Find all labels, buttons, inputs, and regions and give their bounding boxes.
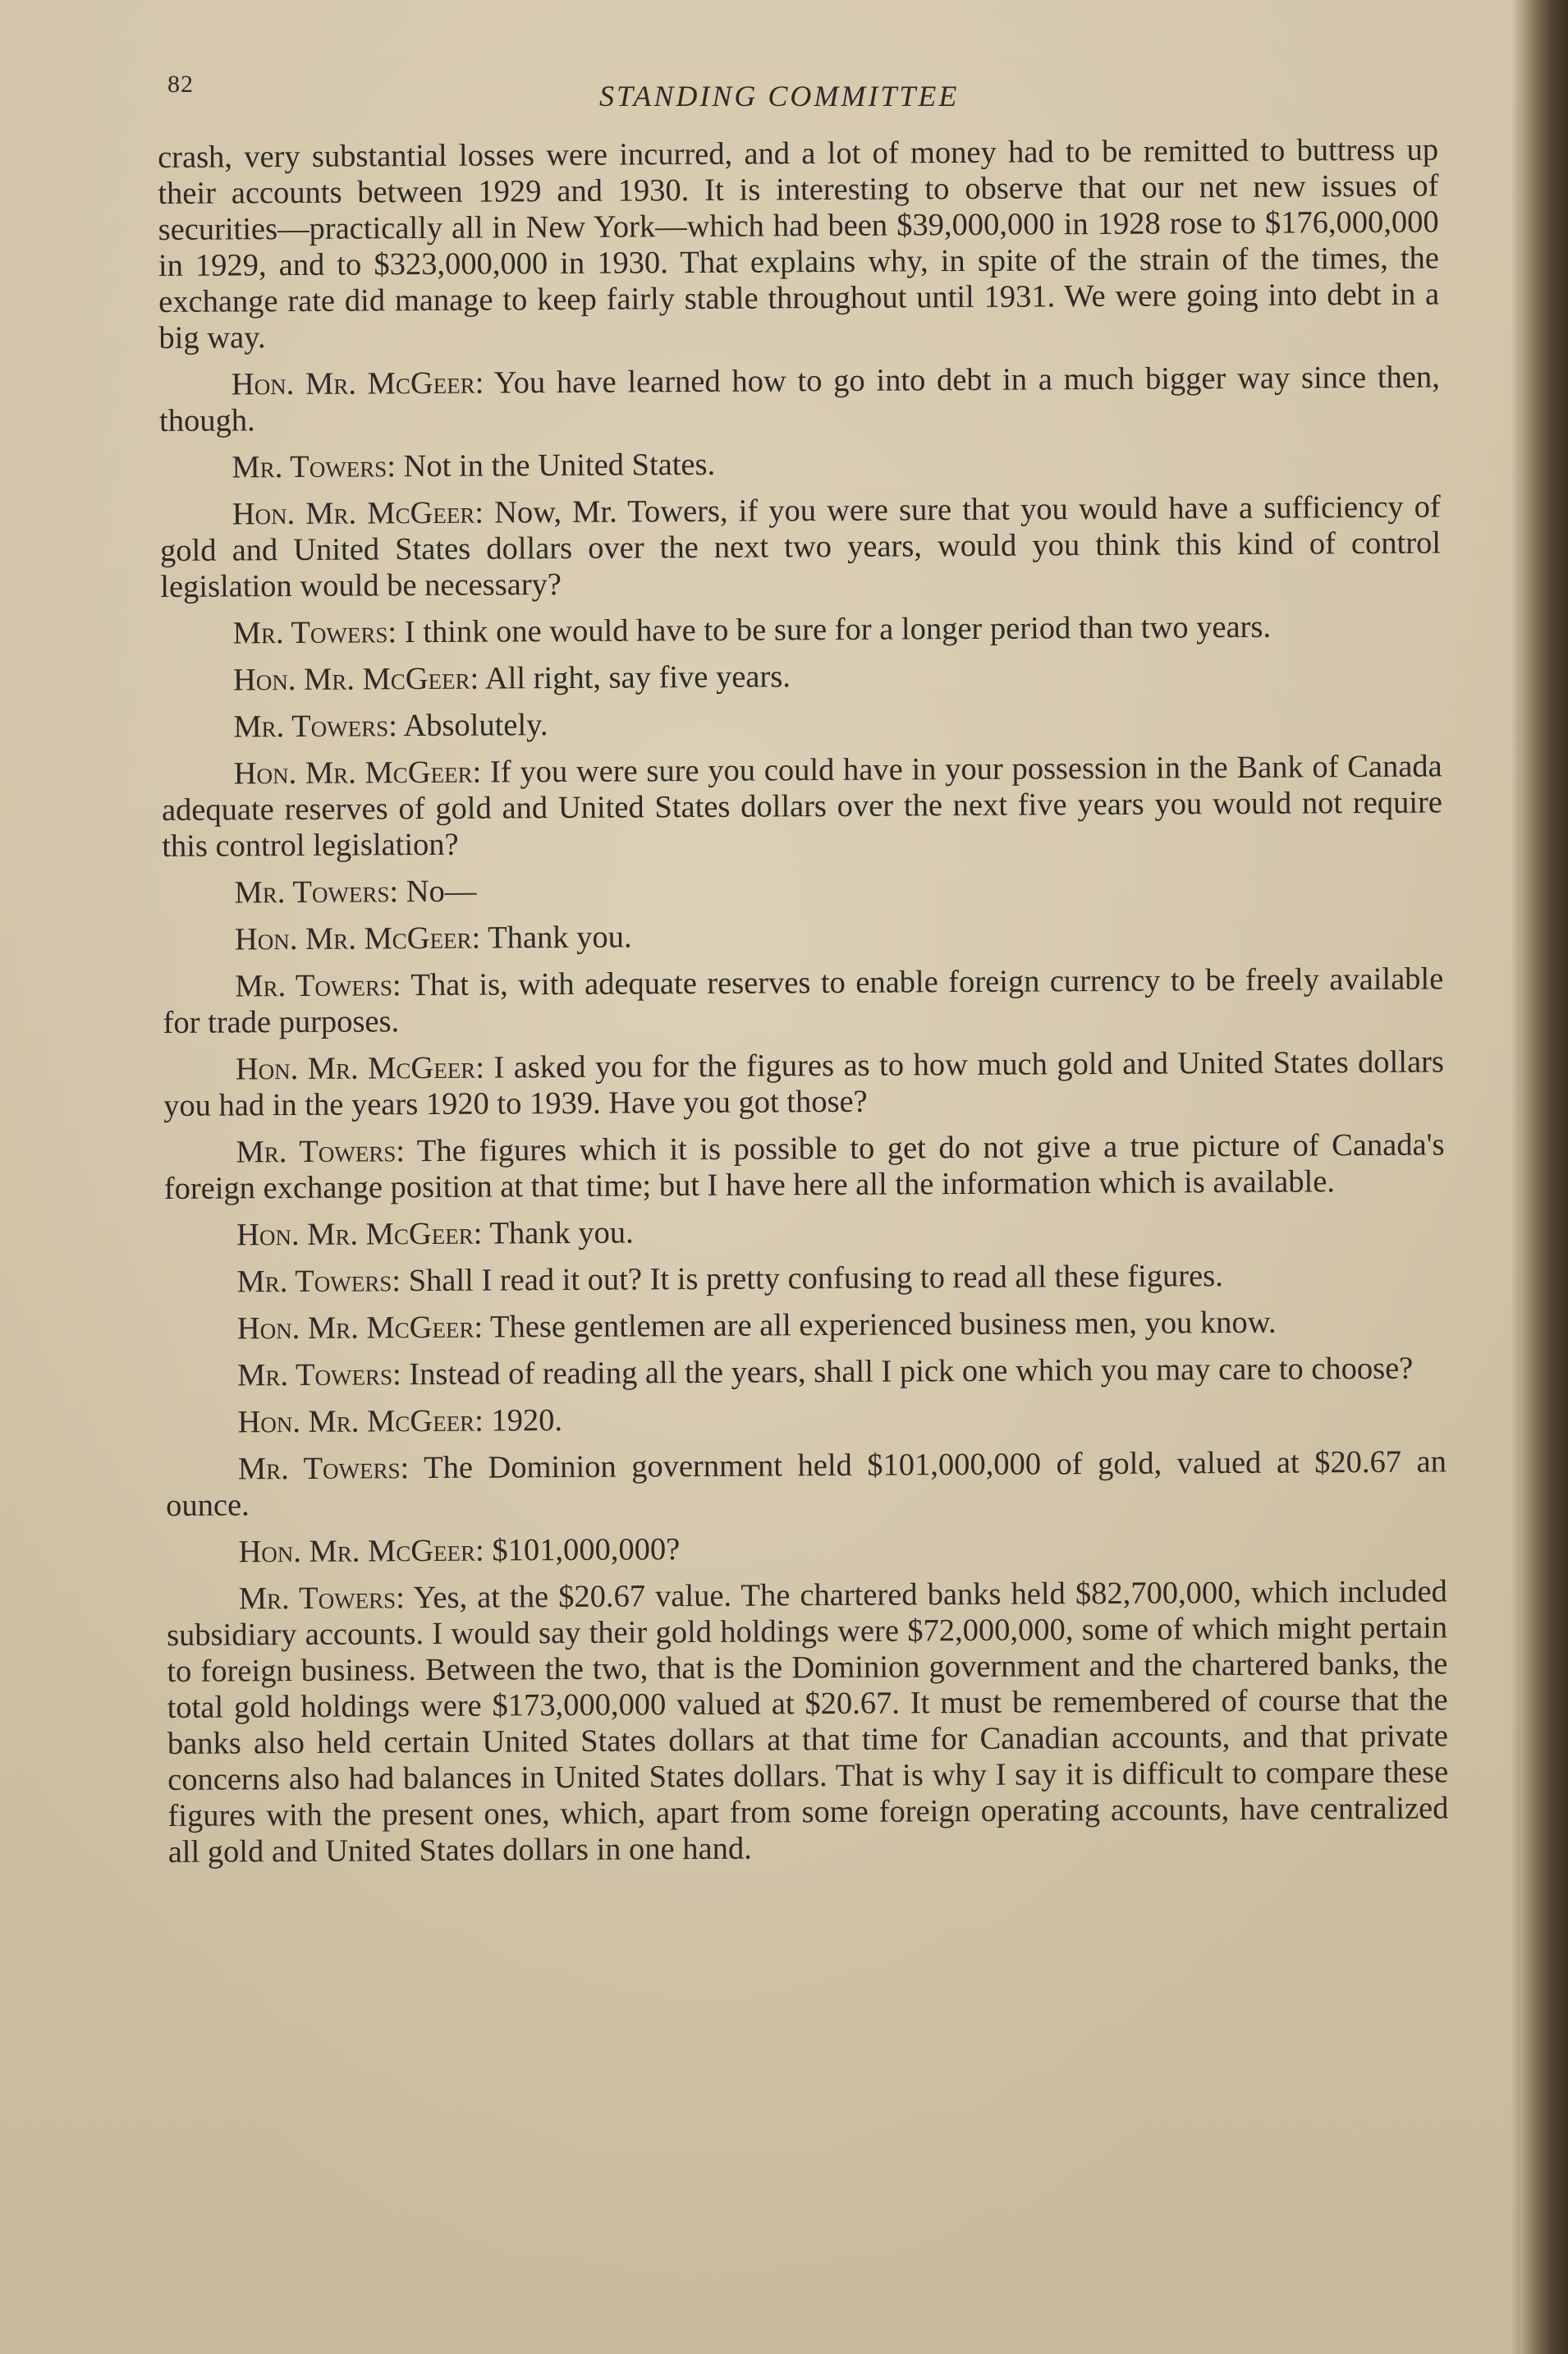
paragraph-14 <box>164 1209 1445 1254</box>
paragraph-18 <box>165 1397 1446 1441</box>
paragraph-text: Thank you. <box>488 920 632 956</box>
speaker-label: Hon. Mr. McGeer: <box>237 1403 484 1440</box>
paragraph-text: If you were sure you could have in your possession in the Bank of Canada adequate reserves of gold and United States dollars over the next five years you would not require this control legislation? <box>161 749 1443 864</box>
paragraph-text: Absolutely. <box>403 708 548 744</box>
speaker-label: Mr. Towers: <box>232 615 397 651</box>
paragraph-1 <box>158 131 1440 356</box>
paragraph-12 <box>163 1044 1445 1124</box>
paragraph-text: No— <box>406 874 477 910</box>
running-title: STANDING COMMITTEE <box>599 80 960 112</box>
speaker-label: Mr. Towers: <box>236 1134 406 1170</box>
paragraph-text: The figures which it is possible to get do not give a true picture of Canada's foreign exchange position at that time; but I have here all the information which is available. <box>163 1127 1445 1206</box>
transcript-body <box>158 131 1449 1880</box>
book-spine <box>1520 0 1568 2354</box>
paragraph-text: Thank you. <box>489 1215 634 1251</box>
paragraph-11 <box>163 961 1444 1041</box>
paragraph-text: That is, with adequate reserves to enable foreign currency to be freely available for trade purposes. <box>163 961 1444 1040</box>
paragraph-text: The Dominion government held $101,000,000 of gold, valued at $20.67 an ounce. <box>166 1444 1447 1523</box>
paragraph-text: I asked you for the figures as to how much gold and United States dollars you had in the years 1920 to 1939. Have you got those? <box>163 1044 1445 1123</box>
paragraph-text: Yes, at the $20.67 value. The chartered banks held $82,700,000, which included subsidiary accounts. I would say their gold holdings were $72,000,000, some of which might pertain to foreign business. Between the two, that is the Dominion government and the chartered banks, the total gold holdings were $173,000,000 valued at $20.67. It must be remembered of course that the banks also held certain United States dollars at that time for Canadian accounts, and that private concerns also had balances in United States dollars. That is why I say it is difficult to compare these figures with the present ones, which, apart from some foreign operating accounts, have centralized all gold and United States dollars in one hand. <box>167 1574 1449 1870</box>
page-number: 82 <box>167 71 194 98</box>
paragraph-13 <box>163 1127 1445 1207</box>
paragraph-20 <box>166 1526 1447 1571</box>
paragraph-17 <box>165 1350 1446 1394</box>
speaker-label: Mr. Towers: <box>237 1451 410 1487</box>
speaker-label: Mr. Towers: <box>234 874 399 911</box>
speaker-label: Hon. Mr. McGeer: <box>233 755 482 792</box>
paragraph-text: Shall I read it out? It is pretty confusing to read all these figures. <box>408 1259 1223 1299</box>
speaker-label: Hon. Mr. McGeer: <box>232 495 484 532</box>
speaker-label: Mr. Towers: <box>233 709 398 745</box>
paragraph-text: These gentlemen are all experienced business men, you know. <box>489 1305 1277 1345</box>
paragraph-15 <box>164 1256 1445 1301</box>
paragraph-21 <box>167 1573 1449 1870</box>
speaker-label: Mr. Towers: <box>232 449 397 485</box>
speaker-label: Hon. Mr. McGeer: <box>236 1216 483 1253</box>
speaker-label: Mr. Towers: <box>235 968 401 1004</box>
speaker-label: Hon. Mr. McGeer: <box>234 920 481 957</box>
speaker-label: Hon. Mr. McGeer: <box>236 1310 484 1347</box>
paragraph-text: Now, Mr. Towers, if you were sure that you would have a sufficiency of gold and United States dollars over the next two years, would you think this kind of control legislation would be necessary? <box>159 489 1442 604</box>
paragraph-7 <box>161 701 1442 746</box>
paragraph-3 <box>159 442 1440 486</box>
speaker-label: Hon. Mr. McGeer: <box>235 1050 485 1087</box>
speaker-label: Hon. Mr. McGeer: <box>232 661 479 698</box>
paragraph-6 <box>161 654 1442 699</box>
page-gutter-shadow <box>1511 0 1520 2354</box>
paragraph-19 <box>166 1443 1447 1524</box>
speaker-label: Hon. Mr. McGeer: <box>238 1533 484 1570</box>
speaker-label: Mr. Towers: <box>237 1357 401 1393</box>
paragraph-text: I think one would have to be sure for a longer period than two years. <box>404 609 1272 650</box>
paragraph-2 <box>159 359 1441 439</box>
paragraph-8 <box>162 748 1443 865</box>
paragraph-text: You have learned how to go into debt in a much bigger way since then, though. <box>158 360 1440 438</box>
speaker-label: Hon. Mr. McGeer: <box>231 365 484 402</box>
speaker-label: Mr. Towers: <box>236 1264 401 1300</box>
paragraph-text: All right, say five years. <box>484 659 791 696</box>
paragraph-text: Instead of reading all the years, shall I pick one which you may care to choose? <box>409 1351 1414 1393</box>
paragraph-5 <box>161 608 1442 652</box>
paragraph-4 <box>160 489 1442 605</box>
paragraph-16 <box>165 1303 1446 1347</box>
paragraph-text: $101,000,000? <box>492 1532 681 1568</box>
speaker-label: Mr. Towers: <box>238 1581 405 1617</box>
paragraph-text: crash, very substantial losses were incurred, and a lot of money had to be remitted to buttress up their accounts between 1929 and 1930. It is interesting to observe that our net new issues of securities—practically all in New York—which had been $39,000,000 in 1928 rose to $176,000,000 in 1929, and to $323,000,000 in 1930. That explains why, in spite of the strain of the times, the exchange rate did manage to keep fairly stable throughout until 1931. We were going into debt in a big way. <box>158 132 1440 356</box>
paragraph-text: Not in the United States. <box>403 447 716 484</box>
paragraph-9 <box>162 867 1442 911</box>
paragraph-text: 1920. <box>491 1403 563 1439</box>
paragraph-10 <box>163 914 1443 958</box>
